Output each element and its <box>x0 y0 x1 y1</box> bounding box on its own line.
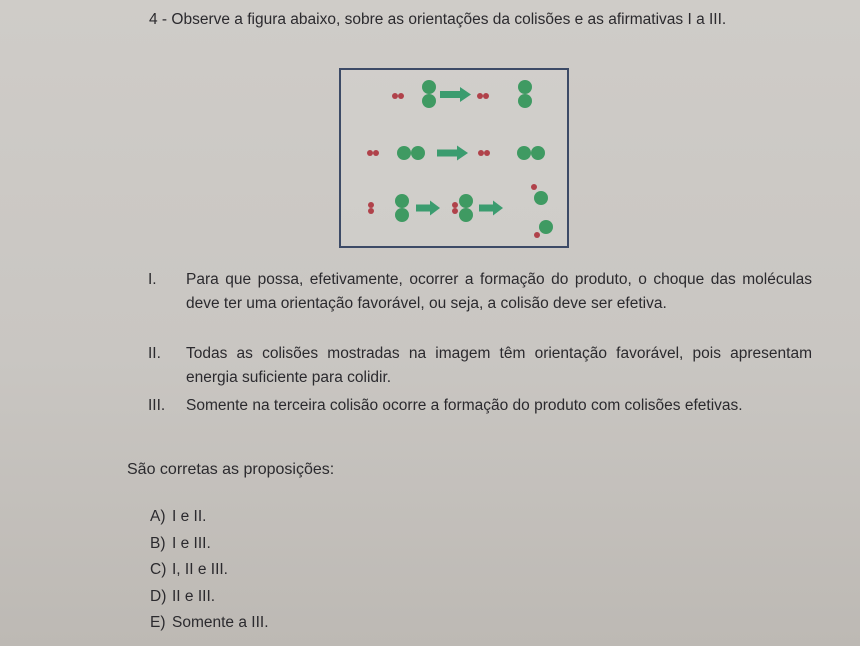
option-letter: B) <box>150 534 166 552</box>
collision-row-1 <box>392 80 532 108</box>
arrow-icon <box>437 146 468 161</box>
collision-diagram <box>341 70 571 250</box>
option-e[interactable] <box>150 610 269 637</box>
arrow-icon <box>479 201 503 216</box>
option-text: I e III. <box>172 534 211 552</box>
product-molecule-upper <box>531 184 548 205</box>
option-text: II e III. <box>172 587 216 605</box>
collision-figure <box>339 68 569 248</box>
option-letter: A) <box>150 508 166 525</box>
green-molecule-horizontal <box>397 146 425 160</box>
option-b[interactable] <box>150 531 269 558</box>
statement-2 <box>148 342 812 389</box>
green-molecule-horizontal <box>517 146 545 160</box>
green-molecule-vertical <box>395 194 409 222</box>
statement-number: I. <box>148 271 157 288</box>
statement-number: II. <box>148 345 161 362</box>
green-molecule-vertical <box>518 80 532 108</box>
statement-3 <box>148 394 812 418</box>
arrow-icon <box>440 87 471 102</box>
statement-1 <box>148 268 812 315</box>
small-red-molecule <box>478 150 490 156</box>
statement-text: Somente na terceira colisão ocorre a formação do produto com colisões efetivas. <box>186 397 743 414</box>
option-letter: E) <box>150 614 166 631</box>
option-text: Somente a III. <box>172 614 269 631</box>
collision-row-2 <box>367 146 545 161</box>
option-a[interactable] <box>150 504 269 531</box>
statement-text: Para que possa, efetivamente, ocorrer a formação do produto, o choque das moléculas deve ter uma orientação favorável, ou seja, a colisão deve ser efetiva. <box>186 271 812 312</box>
product-molecule-lower <box>534 220 553 238</box>
question-intro: 4 - Observe a figura abaixo, sobre as orientações da colisões e as afirmativas I a III. <box>149 11 727 28</box>
option-letter: C) <box>150 561 167 578</box>
option-text: I, II e III. <box>172 561 228 578</box>
small-red-molecule-vertical <box>368 202 374 214</box>
small-red-molecule <box>477 93 489 99</box>
option-text: I e II. <box>172 508 207 525</box>
colliding-complex <box>452 194 473 222</box>
small-red-molecule <box>392 93 404 99</box>
option-letter: D) <box>150 587 167 605</box>
option-d[interactable] <box>150 584 269 611</box>
arrow-icon <box>416 201 440 216</box>
green-molecule-vertical <box>422 80 436 108</box>
small-red-molecule <box>367 150 379 156</box>
option-c[interactable] <box>150 557 269 584</box>
answer-prompt: São corretas as proposições: <box>127 461 335 478</box>
answer-options <box>150 504 269 637</box>
statement-number: III. <box>148 397 166 414</box>
statement-text: Todas as colisões mostradas na imagem têm orientação favorável, pois apresentam energia suficiente para colidir. <box>186 345 812 386</box>
collision-row-3 <box>368 184 553 238</box>
